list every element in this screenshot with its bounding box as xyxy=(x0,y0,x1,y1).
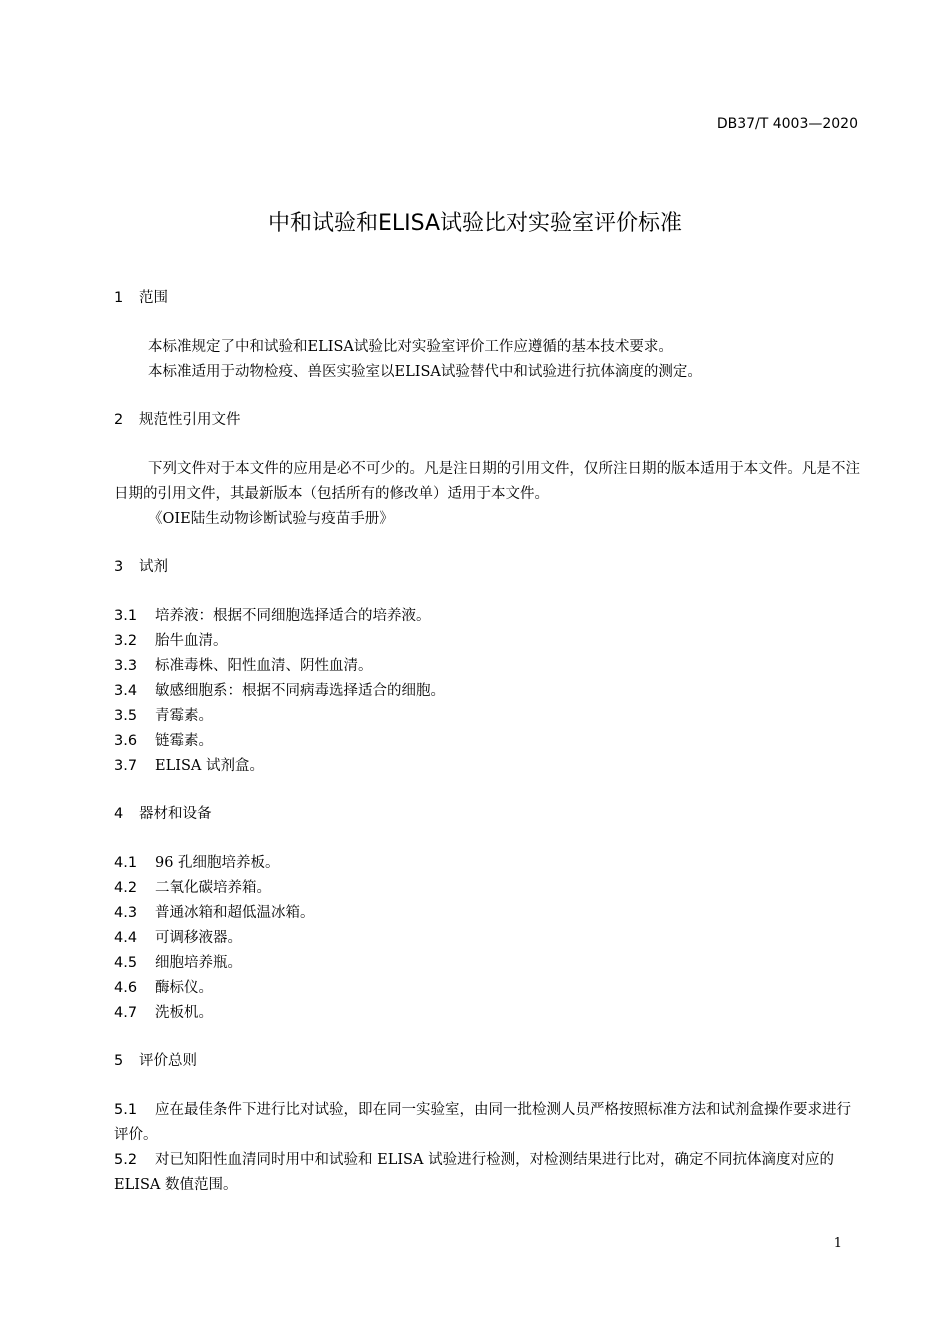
list-item: 3.1 培养液：根据不同细胞选择适合的培养液。 xyxy=(114,608,431,624)
list-item: 3.3 标准毒株、阳性血清、阴性血清。 xyxy=(114,658,373,674)
section-heading-scope: 1 范围 xyxy=(114,290,168,306)
list-item: 5.2 对已知阳性血清同时用中和试验和 ELISA 试验进行检测，对检测结果进行比对，确定不同抗体滴度对应的 ELISA 数值范围。 xyxy=(114,1152,835,1193)
list-item: 3.4 敏感细胞系：根据不同病毒选择适合的细胞。 xyxy=(114,683,445,699)
paragraph: 下列文件对于本文件的应用是必不可少的。凡是注日期的引用文件，仅所注日期的版本适用于本文件。凡是不注日期的引用文件，其最新版本（包括所有的修改单）适用于本文件。 xyxy=(114,461,860,502)
paragraph: 本标准规定了中和试验和ELISA试验比对实验室评价工作应遵循的基本技术要求。 xyxy=(148,339,673,355)
list-item: 4.4 可调移液器。 xyxy=(114,930,242,946)
section-heading-general-principles: 5 评价总则 xyxy=(114,1053,197,1069)
list-item: 4.3 普通冰箱和超低温冰箱。 xyxy=(114,905,315,921)
list-item: 3.5 青霉素。 xyxy=(114,708,213,724)
reagent-list xyxy=(114,604,860,779)
paragraph: 《OIE陆生动物诊断试验与疫苗手册》 xyxy=(148,511,394,527)
list-item: 3.2 胎牛血清。 xyxy=(114,633,228,649)
document-body xyxy=(114,287,860,1198)
section-heading-equipment: 4 器材和设备 xyxy=(114,806,212,822)
list-item: 4.6 酶标仪。 xyxy=(114,980,213,996)
list-item: 4.2 二氧化碳培养箱。 xyxy=(114,880,271,896)
section-heading-reagents: 3 试剂 xyxy=(114,559,168,575)
section-heading-normative-references: 2 规范性引用文件 xyxy=(114,412,241,428)
list-item: 3.6 链霉素。 xyxy=(114,733,213,749)
list-item: 5.1 应在最佳条件下进行比对试验，即在同一实验室，由同一批检测人员严格按照标准方法和试剂盒操作要求进行评价。 xyxy=(114,1102,851,1143)
list-item: 4.1 96 孔细胞培养板。 xyxy=(114,855,280,871)
document-title: 中和试验和ELISA试验比对实验室评价标准 xyxy=(267,211,683,236)
list-item: 3.7 ELISA 试剂盒。 xyxy=(114,758,264,774)
list-item: 4.5 细胞培养瓶。 xyxy=(114,955,242,971)
list-item: 4.7 洗板机。 xyxy=(114,1005,213,1021)
paragraph: 本标准适用于动物检疫、兽医实验室以ELISA试验替代中和试验进行抗体滴度的测定。 xyxy=(148,364,702,380)
page-number: 1 xyxy=(833,1236,842,1251)
document-code: DB37/T 4003—2020 xyxy=(716,116,858,132)
equipment-list xyxy=(114,851,860,1026)
